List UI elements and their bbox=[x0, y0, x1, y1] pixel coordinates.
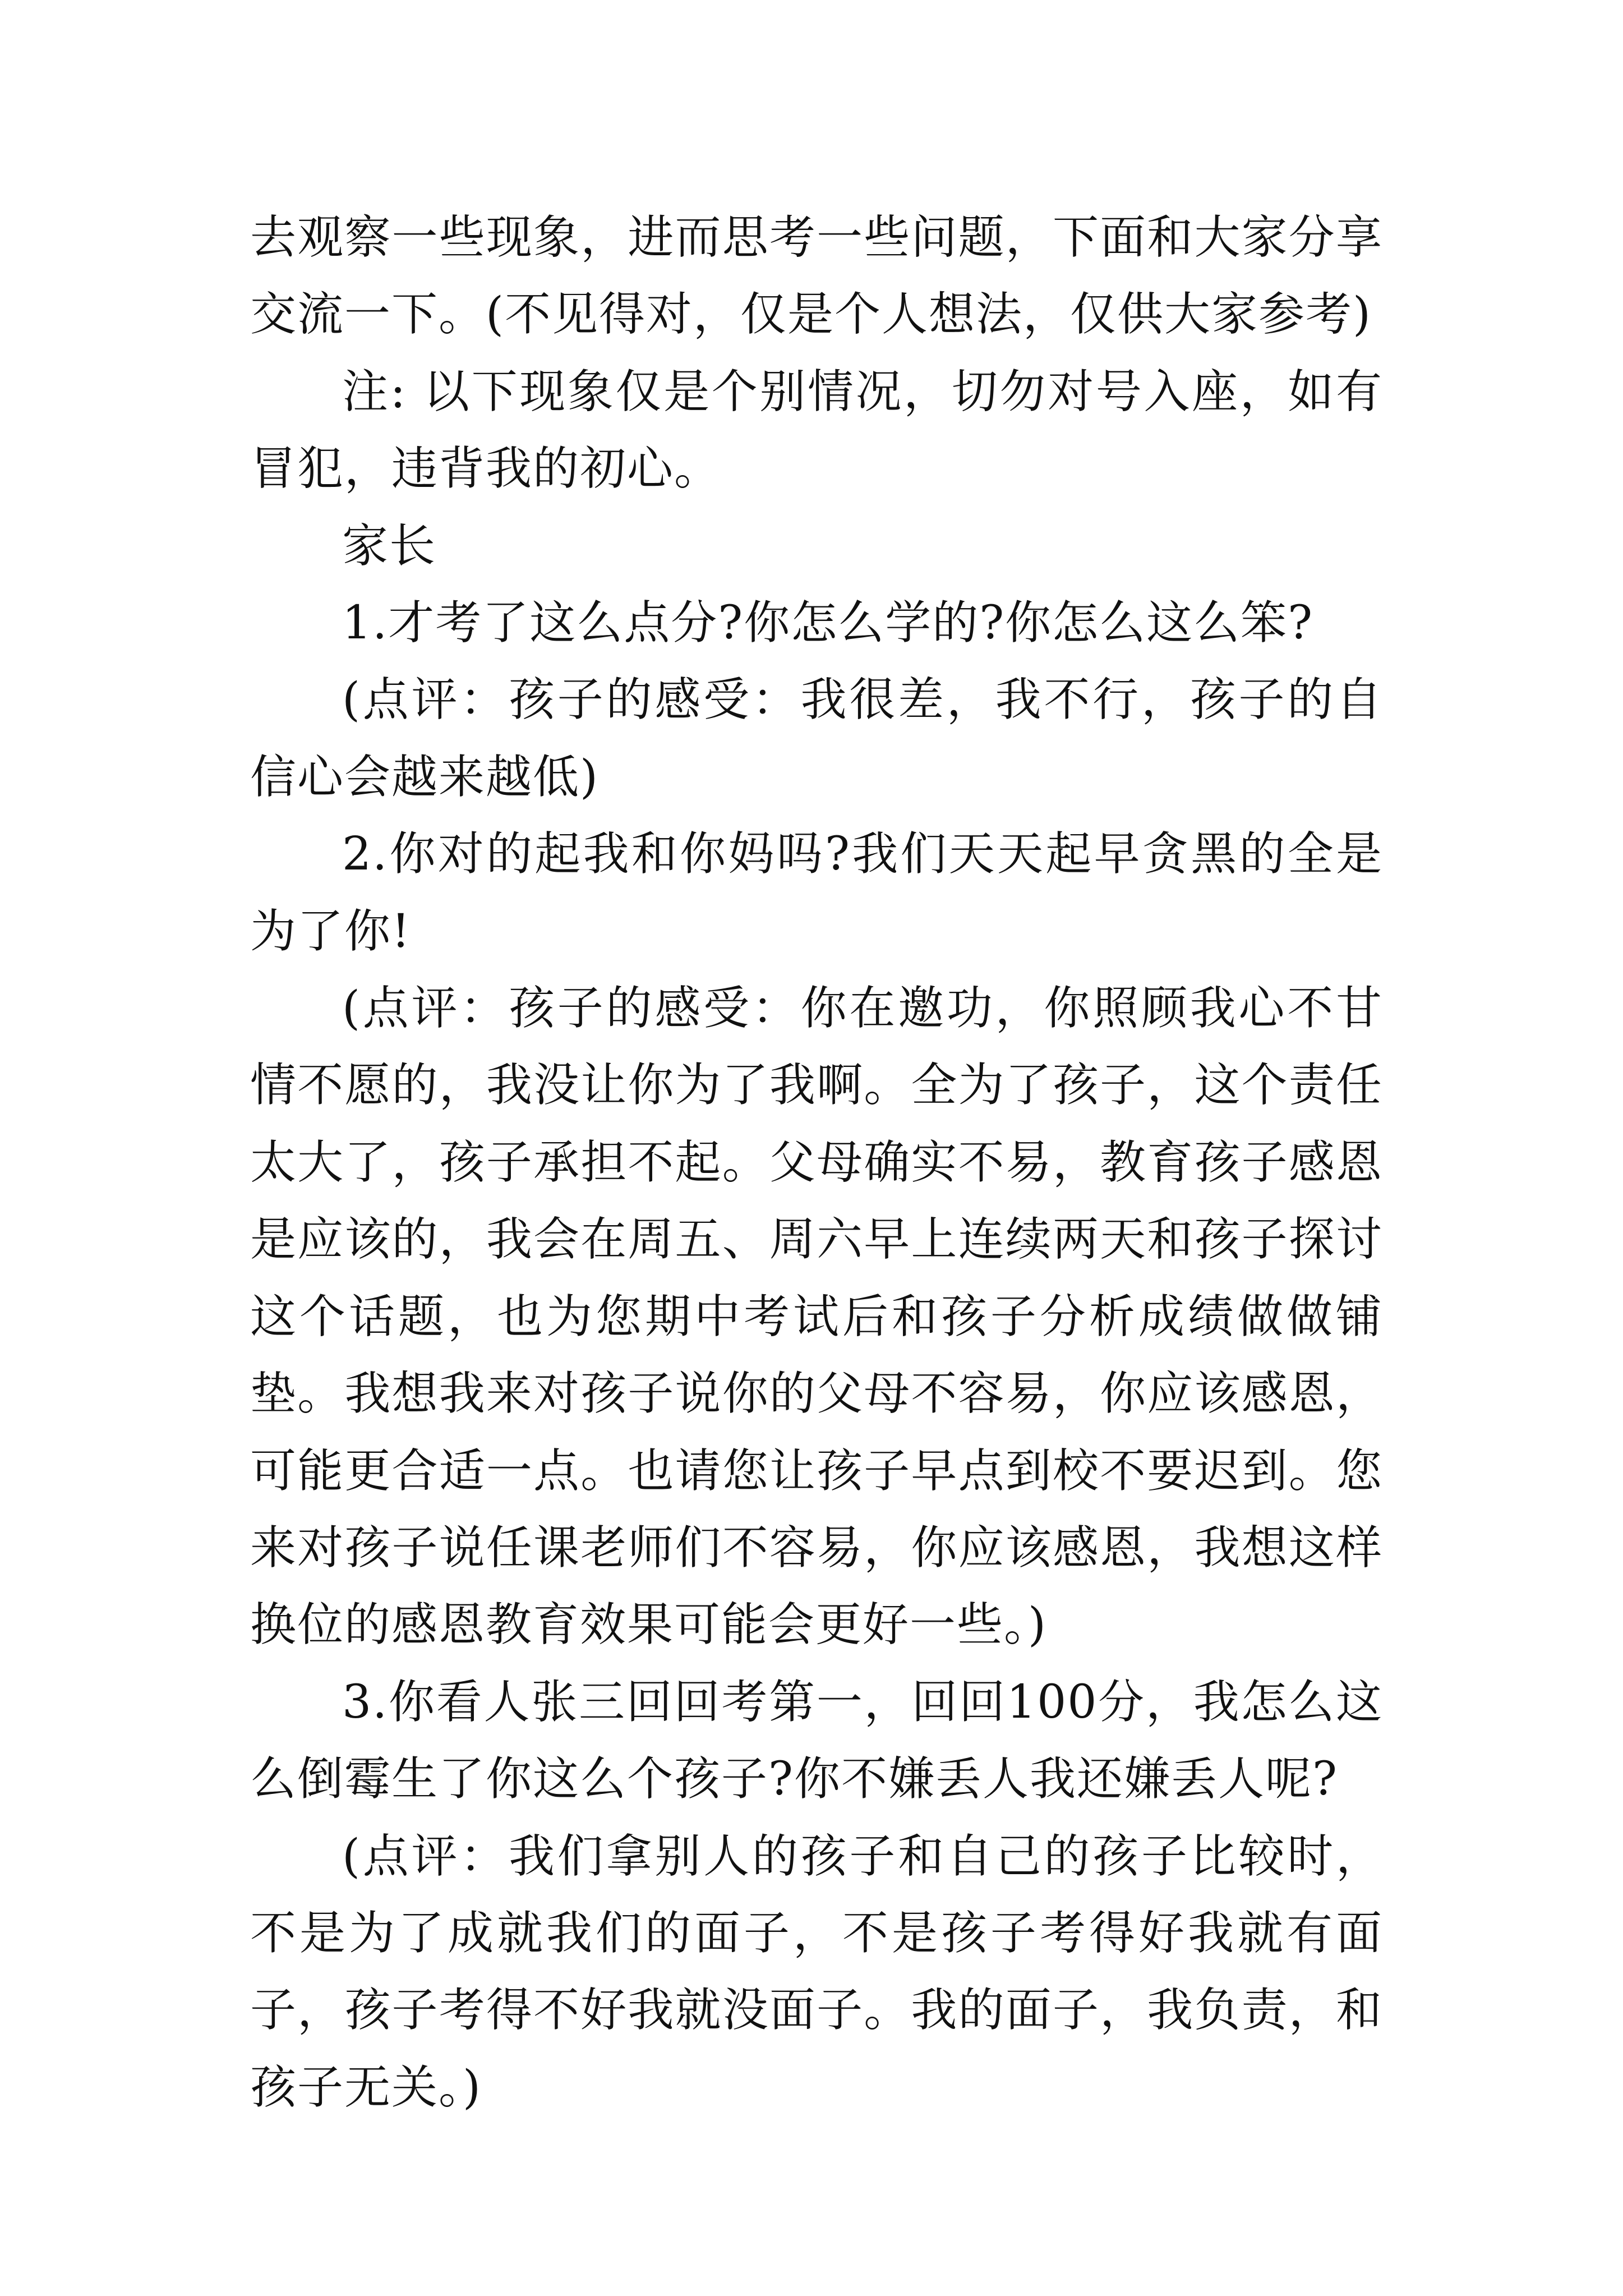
section-heading-parents: 家长 bbox=[342, 519, 437, 573]
paragraph-intro-continuation: 去观察一些现象，进而思考一些问题，下面和大家分享交流一下。(不见得对，仅是个人想法，仅供大家参考) bbox=[250, 211, 1383, 342]
paragraph-note: 注: 以下现象仅是个别情况，切勿对号入座，如有冒犯，违背我的初心。 bbox=[250, 365, 1383, 496]
document-body bbox=[250, 199, 1383, 2126]
paragraph-item-3: 3.你看人张三回回考第一，回回100分，我怎么这么倒霉生了你这么个孩子?你不嫌丢人我还嫌丢人呢? bbox=[250, 1675, 1383, 1806]
paragraph-comment-2: (点评：孩子的感受：你在邀功，你照顾我心不甘情不愿的，我没让你为了我啊。全为了孩子，这个责任太大了，孩子承担不起。父母确实不易，教育孩子感恩是应该的，我会在周五、周六早上连续两天和孩子探讨这个话题，也为您期中考试后和孩子分析成绩做做铺垫。我想我来对孩子说你的父母不容易，你应该感恩，可能更合适一点。也请您让孩子早点到校不要迟到。您来对孩子说任课老师们不容易，你应该感恩，我想这样换位的感恩教育效果可能会更好一些。) bbox=[250, 982, 1383, 1652]
paragraph-item-2: 2.你对的起我和你妈吗?我们天天起早贪黑的全是为了你! bbox=[250, 827, 1383, 958]
paragraph-item-1: 1.才考了这么点分?你怎么学的?你怎么这么笨? bbox=[342, 596, 1314, 650]
paragraph-comment-1: (点评：孩子的感受：我很差，我不行，孩子的自信心会越来越低) bbox=[250, 673, 1383, 804]
paragraph-comment-3: (点评：我们拿别人的孩子和自己的孩子比较时，不是为了成就我们的面子，不是孩子考得好我就有面子，孩子考得不好我就没面子。我的面子，我负责，和孩子无关。) bbox=[250, 1829, 1383, 2114]
